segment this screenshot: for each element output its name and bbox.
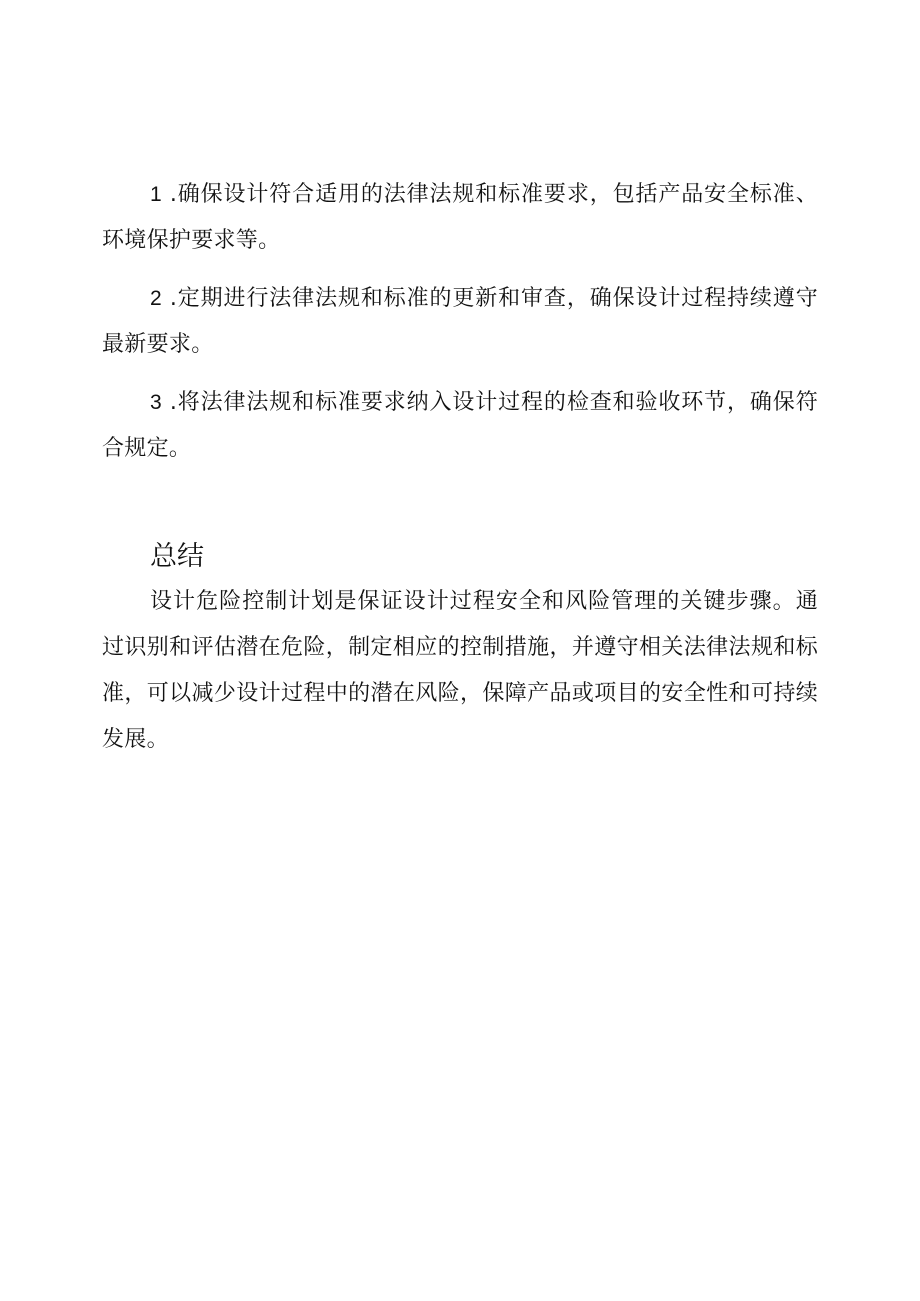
summary-paragraph: 设计危险控制计划是保证设计过程安全和风险管理的关键步骤。通过识别和评估潜在危险，制定相应的控制措施，并遵守相关法律法规和标准，可以减少设计过程中的潜在风险，保障产品或项目的安全性和可持续发展。: [102, 589, 818, 752]
list-item: [102, 276, 818, 368]
list-item-text: .将法律法规和标准要求纳入设计过程的检查和验收环节，确保符合规定。: [102, 390, 818, 461]
list-item-text: .确保设计符合适用的法律法规和标准要求，包括产品安全标准、环境保护要求等。: [102, 182, 818, 253]
list-item-text: .定期进行法律法规和标准的更新和审查，确保设计过程持续遵守最新要求。: [102, 286, 818, 357]
list-item-number: 2: [150, 287, 162, 310]
list-item-number: 1: [150, 183, 162, 206]
list-item-number: 3: [150, 391, 162, 414]
list-item: [102, 172, 818, 264]
section-heading: 总结: [150, 541, 204, 572]
document-content: [102, 172, 818, 763]
list-item: [102, 380, 818, 472]
